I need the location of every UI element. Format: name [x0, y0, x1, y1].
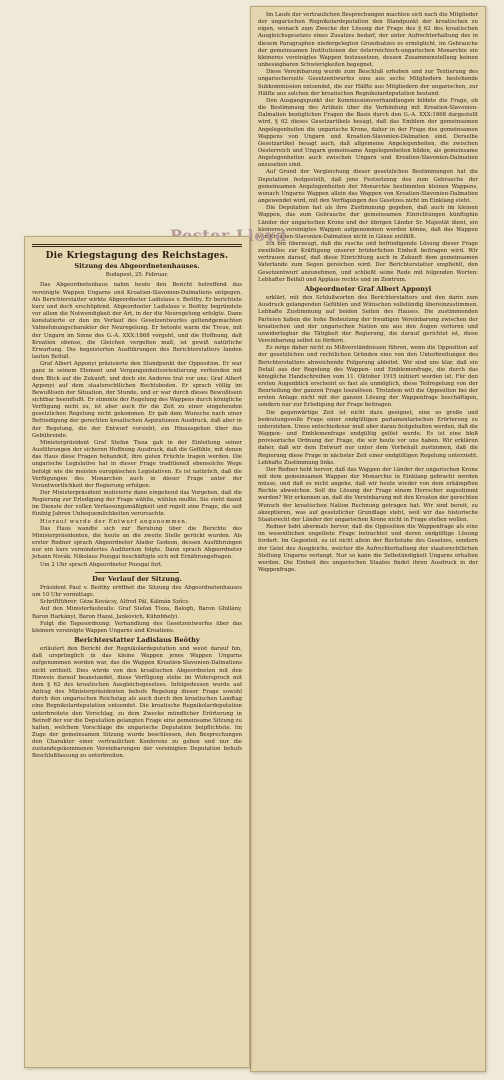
section-heading: Der Verlauf der Sitzung. — [92, 574, 182, 583]
left-column-text — [25, 237, 249, 766]
headline-rule — [32, 244, 242, 247]
reporter-heading: Berichterstatter Ladislaus Beöthy — [74, 635, 200, 644]
right-newspaper-clipping — [250, 6, 486, 1072]
paragraph: Präsident Paul v. Beöthy eröffnet die Sitzung des Abgeordnetenhauses um 10 Uhr vormittags. — [32, 584, 242, 599]
article-subhead: Sitzung des Abgeordnetenhauses. — [74, 262, 200, 271]
paragraph: Die Deputation hat als ihre Zustimmung gegeben, daß auch im kleinen Wappen, das zum Gebrauche der gemeinsamen Einrichtungen künftighin Länder der ungarischen Krone und der übrigen Länder Sr. Majestät dient, ein kleineres vereinigtes Wappen aufgenommen werden könne, daß das Wappen von Kroatien-Slavonien-Dalmatien nicht in Gänze entfällt. — [258, 205, 478, 240]
speaker-heading: Abgeordneter Graf Albert Apponyi — [304, 284, 432, 293]
paragraph: Auf Grund der Vergleichung dieser gesetzlichen Bestimmungen hat die Deputation festgestellt, daß jene Festsetzung des zum Gebrauche der gemeinsamen Angelegenheiten der Monarchie bestimmten kleinen Wappens, wonach Ungarns Wappen allein das Wappen von Kroatien-Slavonien-Dalmatien angewendet wird, mit den Verfügungen des Gesetzes nicht im Einklang steht. — [258, 169, 478, 205]
paragraph: Um 2 Uhr sprach Abgeordneter Pozsgai fort. — [40, 561, 163, 568]
article-headline: Die Kriegstagung des Reichstages. — [45, 251, 229, 261]
dateline: Budapest, 25. Februar. — [105, 272, 169, 279]
paragraph: Der Redner hebt hervor, daß das Wappen der Länder der ungarischen Krone mit dem gemeinsamen Wappen der Monarchie in Einklang gebracht werden müsse, und daß es nicht angehe, daß wir heute wieder von dem erkämpften Rechte abweichen. Soll die Lösung der Frage einem Herrscher zugestimmt werden? Wir erkennen an, daß die Vereinbarung mit den Kroaten der gerechten Wunsch der kroatischen Nation Rechnung getragen hat. Wir sind bereit, zu akzeptieren, was auf gesetzlicher Grundlage steht, weil wir das historische Staatsrecht der Länder der ungarischen Krone nicht in Frage stellen wollen. — [258, 466, 478, 523]
paragraph: Das Abgeordnetenhaus nahm heute den Bericht betreffend das vereinigte Wappen Ungarns und Kroatien-Slavonien-Dalmatiens entgegen. Als Berichterstatter wirkte Abgeordneter Ladislaus v. Beöthy. Er berichtete kurz und doch erschöpfend. Abgeordneter Ladislaus v. Beöthy begründete vor allem die Notwendigkeit der Art, in der die Neuregelung erfolgte. Dann konstatierte er den im Verlauf des Gesetzentwurfes geltendgemachten Vahnehmungscharakter der Neuregelung. Er betonte warm die Treue, mit der Ungarn im Sinne des G.-A. XXX:1868 vorgeht, und die Hoffnung, daß Kroatien ebenso, die Gleichen vergelten muß, ist gewiß natürliche Erwartung. Die begeisterten Ausführungen des Berichterstatters fanden lauten Beifall. — [32, 282, 242, 361]
right-column-text — [251, 7, 485, 579]
paragraph: Das Haus wandte sich zur Beratung über die Berichte des Ministerpräsidenten, die heute an die zweite Stelle gerückt wurden. Als erster Redner sprach Abgeordneter Alador Gedeon, dessen Ausführungen nur ein kurz vermindertes Auditorium folgte. Dann sprach Abgeordneter Johann Novák. Nikolaus Pozsgai beschäftigte sich mit Ernährungsfragen. — [32, 525, 242, 561]
paragraph: Ich bin überzeugt, daß die rasche und befriedigende Lösung dieser Frage zweifellos zur Kräftigung unserer brüderlichen Einheit beitragen wird. Wir vertrauen darauf, daß diese Einrichtung auch in Zukunft dem gemeinsamen Vaterlande zum Segen gereichen wird. Der Berichterstatter empfiehlt, den Gesetzentwurf anzunehmen, und schließt seine Rede mit folgenden Worten: Lebhafter Beifall und Applaus rechts und im Zentrum. — [258, 241, 478, 283]
paragraph: Im Laufe der vertraulichen Besprechungen machten sich nach die Mitglieder der ungarischen Regnikolardeputation den Standpunkt der kroatischen zu eigen, wonach zum Zwecke der Lösung der Frage des § 62 des kroatischen Ausgleichsgesetzes eines Zusatzes bedarf, der unter Aufrechterhaltung des in diesem Paragraphen niedergelegten Grundsatzes es ermöglicht, im Gebrauche der gemeinsamen Institutionen der österreichisch-ungarischen Monarchie ein kleineres vereinigtes Wappen festzusetzen, dessen Zusammenstellung keinen unbesiegbaren Schwierigkeiten begegnet. — [258, 12, 478, 69]
paragraph: Redner hebt abermals hervor, daß die Opposition die Wappenfrage als eine im wesentlichen ungelöste Frage betrachtet und deren endgültige Lösung fordert. Im Gegenteil, es ist nicht allein der Buchstabe des Gesetzes, sondern der Geist des Ausgleichs, welcher die Aufrechterhaltung der staatsrechtlichen Stellung Ungarns verlangt. Nur so kann die Selbständigkeit Ungarns erhalten werden. Die Einheit des ungarischen Staates findet ihren Ausdruck in der Wappenfrage. — [258, 524, 478, 574]
paragraph: Auf den Ministerfauteuils: Graf Stefan Tisza, Balogh, Baron Ghillány, Baron Harkányi, Baron Hazai, Jankovich, Kühnbhelyi. — [32, 606, 242, 620]
paragraph: Diese Vereinbarung wurde zum Beschluß erhoben und zur Textierung des ungarischerseits Gesetzentwurfes eine aus sechs Mitgliedern bestehende Subkommission entsendet, die zur Hälfte aus Mitgliedern der ungarischen, zur Hälfte aus solchen der kroatischen Regnikolardeputation bestand. — [258, 69, 478, 97]
paragraph: Ministerpräsident Graf Stefan Tisza gab in der Einleitung seiner Ausführungen der sicheren Hoffnung Ausdruck, daß die Gefühle, mit denen das Haus diese Fragen behandelt, ihre guten Früchte tragen werden. Die ungarische Legislative hat in dieser Frage traditionell ebensolche Wege befolgt wie die meisten europäischen Legislativen. Es ist natürlich, daß die Verfügungen des Monarchen auch in dieser Frage unter der Verantwortlichkeit der Regierung erfolgen. — [32, 439, 242, 489]
left-newspaper-clipping — [24, 236, 250, 1068]
paragraph: Graf Albert Apponyi präzisierte den Standpunkt der Opposition. Er war ganz in seinem Element und Vergangenheitsorientierung verbunden mit dem Blick auf die Zukunft, und doch ein Anderes trat vor uns: Graf Albert Apponyi auf dem staatsrechtlichen Rechtsboden. Er sprach völlig im Bewußtsein der Situation, der Stunde, und er war durch dieses Bewußtsein sichtbar beeinflußt. Er stimmte der Regelung des Wappens durch königliche Verfügung nicht zu, ist aber auch für die Zeit zu einer eingehenden gesetzlichen Regelung nicht gekommen. Er gab dem Wunsche nach einer Befriedigung der gerechten kroatischen Aspirationen Ausdruck, daß aber in der Regelung, die der Entwurf vorsieht, ein Hinausgehen über das Gebührende. — [32, 361, 242, 439]
paragraph: erklärt, mit den Schlußworten des Berichterstatters und den darin zum Ausdruck gelangenden Gefühlen und Wünschen vollständig übereinzustimmen. Lebhafte Zustimmung auf beiden Seiten des Hauses. Die zustimmenden Parteien haben die hohe Bedeutung der freudigen Vereinbarung zwischen der kroatischen und der ungarischen Nation nie aus den Augen verloren und unwiderlegbar die Tätigkeit der Regierung, die darauf gerichtet ist, diese Vereinbarung selbst zu fördern. — [258, 295, 478, 345]
paragraph: erläutert den Bericht der Regnikolardeputation und weist darauf hin, daß ursprünglich in das kleine Wappen jenes Wappen Ungarns aufgenommen worden war, das die Wappen Kroatien-Slavonien-Dalmatiens nicht enthielt. Dies würde von den kroatischen Abgeordneten mit den Hinweis darauf beanstandet, diese Verfügung stehe im Widerspruch mit dem § 62 des kroatischen Ausgleichsgesetzes. Infolgedessen wurde auf Antrag des Ministerpräsidenten behufs Regelung dieser Frage sowohl durch den ungarischen Reichstag als auch durch den kroatischen Landtag eine Regnikolardeputation entsendet. Die kroatische Regnikolardeputation unterbreitete den Vorschlag, zu dem Zwecke mündlicher Erörterung in Betreff der vor die Deputation gelangten Frage eine gemeinsame Sitzung zu halten, welchem Vorschlage die ungarische Deputation beipflichtete. Im Zuge der gemeinsamen Sitzung wurde beschlossen, den Besprechungen den Charakter einer vertraulichen Konferenz zu geben und nur die zustandegekommenen Vereinbarungen der vereinigten Deputation behufs Beschlußfassung zu unterbreiten. — [32, 646, 242, 760]
paragraph: Den Ausgangspunkt der Kommissionsverhandlungen bildete die Frage, ob die Bestimmung des Artikels über die Verbindung mit Kroatien-Slavonien-Dalmatien bezüglichen Fragen die Basis durch den G.-A. XXX:1868 dargestellt wird, § 62 dieses Gesetzartikels besagt, daß das Emblem der gemeinsamen Angelegenheiten die ungarische Krone, daher in der Frage des gemeinsamen Wappens von Ungarn und Kroatien-Slavonien-Dalmatien sind. Derselbe Gesetzartikel besagt auch, daß allgemeine Angelegenheiten, die zwischen Oesterreich und Ungarn gemeinsame Angelegenheiten bilden, als gemeinsame Angelegenheiten auch zwischen Ungarn und Kroatien-Slavonien-Dalmatien anzusehen sind. — [258, 97, 478, 169]
paragraph: Schriftführer: Géza Kovácsy, Alfred Pál, Kálmán Szőcs. — [40, 599, 190, 606]
paragraph: Folgt die Tagesordnung: Verhandlung des Gesetzentwurfes über das kleinere vereinigte Wappen Ungarns und Kroatiens. — [32, 620, 242, 634]
section-rule — [95, 572, 179, 573]
paragraph: Es möge daher nicht zu Mißverständnissen führen, wenn die Opposition auf der gesetzlichen und rechtlichen Gründen eine von den Unterbreitungen des Berichterstatters abweichende Folgerung ableitet. Wir sind uns klar, daß ein Detail aus der Regelung des Wappen- und Emblemenfrage, die durch das königliche Handschreiben vom 11. Oktober 1915 initiiert worden ist. Für den ersten Augenblick erscheint es fast als unmöglich, diese Teilregelung von der Beurteilung der ganzen Frage loszulösen. Trotzdem will die Opposition bei der ersten Anlage nicht mit der ganzen Lösung der Wappenfrage beschäftigen, sondern nur zur Erledigung der Frage beitragen. — [258, 345, 478, 409]
paragraph: Hierauf wurde der Entwurf angenommen. — [40, 518, 189, 525]
paragraph: Die gegenwärtige Zeit ist nicht dazu geeignet, eine so große und bedeutungsvolle Frage einer endgültigen parlamentarischen Erörterung zu unterziehen. Umso entschiedener muß aber daran festgehalten werden, daß die Wappen- und Emblemenfrage endgültig gelöst werde. Es ist eine bloß provisorische Ordnung der Frage, die wir heute vor uns haben. Wir erklären daher, daß wir dem Entwurf nur unter dem Vorbehalt zustimmen, daß die Regierung diese Frage in nächster Zeit einer endgültigen Regelung unterzieht. Lebhafte Zustimmung links. — [258, 409, 478, 466]
paragraph: Der Ministerpräsident motivierte dann eingehend das Vorgehen, daß die Regierung zur Erledigung der Frage wählte, wählen mußte. Sie steht damit im Dienste der vollen Verfassungsmäßigkeit und regelt eine Frage, die seit fünfzig Jahren Unbequemlichkeiten verursachte. — [32, 490, 242, 518]
